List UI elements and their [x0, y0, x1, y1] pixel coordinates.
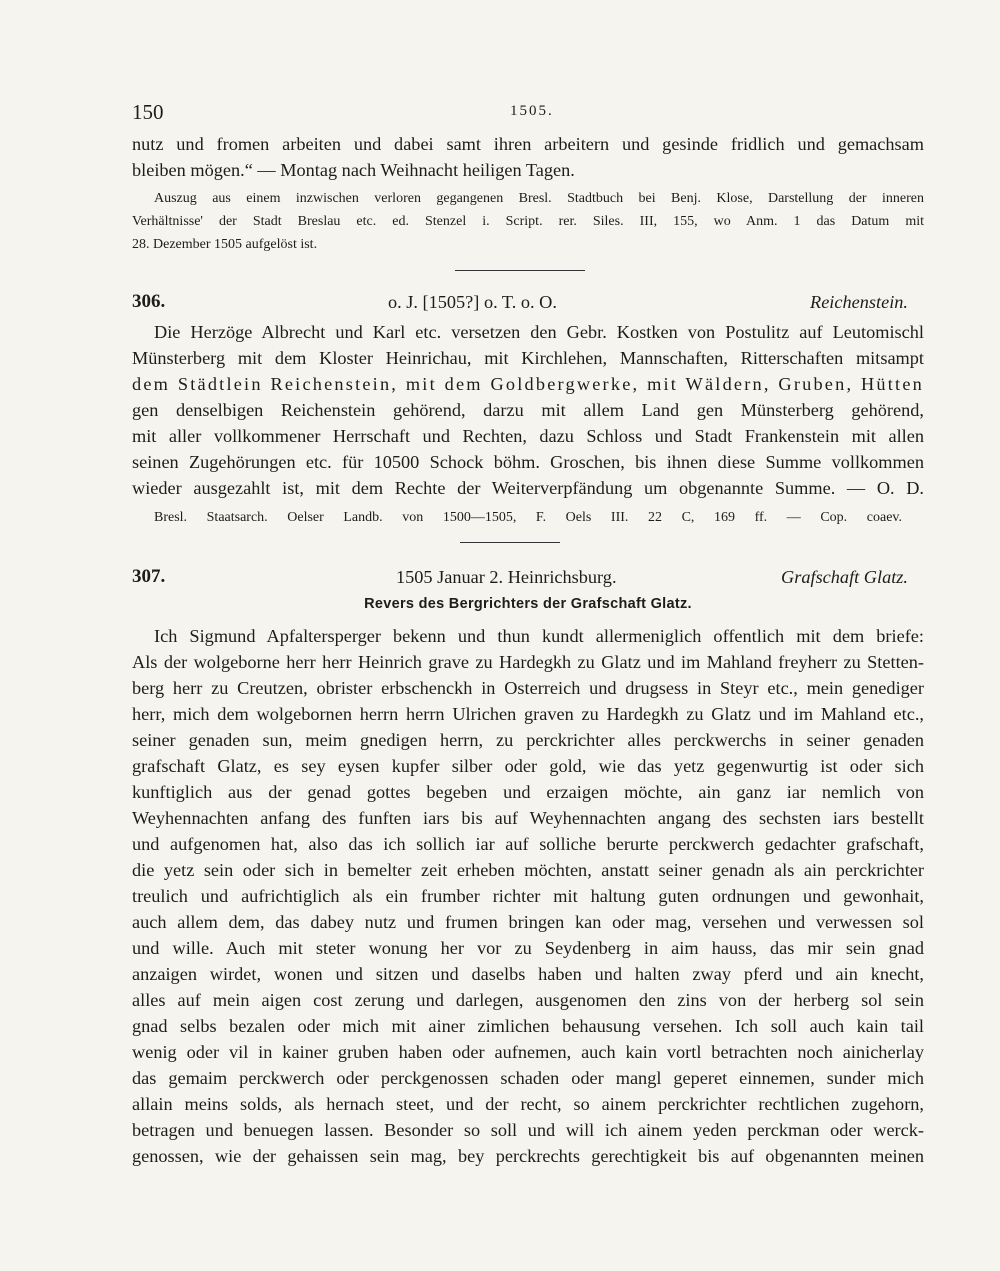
charter-line: kunftiglich aus der genad gottes begeben und erzaigen möchte, ain ganz iar nemlich von [132, 782, 924, 802]
charter-line: allain meins solds, als hernach steet, und der recht, so ainem perckrichter rechtlichen zugehorn, [132, 1094, 924, 1114]
entry-heading-306 [132, 289, 924, 315]
regest-line: wieder ausgezahlt ist, mit dem Rechte der Weiterverpfändung um obgenannte Summe. — O. D. [132, 478, 924, 498]
regest-line: seinen Zugehörungen etc. für 10500 Schock böhm. Groschen, bis ihnen diese Summe vollkommen [132, 452, 924, 472]
charter-line: genossen, wie der gehaissen sein mag, bey perckrechts gerechtigkeit bis auf obgenannten meinen [132, 1146, 924, 1166]
entry-number: 307. [132, 566, 166, 587]
charter-line: auch allem dem, das dabey nutz und frumen bringen kan oder mag, versehen und verwessen sol [132, 912, 924, 932]
page-number: 150 [132, 100, 164, 124]
regest-line: dem Städtlein Reichenstein, mit dem Goldbergwerke, mit Wäldern, Gruben, Hütten [132, 374, 924, 394]
entry-place: Grafschaft Glatz. [781, 567, 908, 587]
charter-line: alles auf mein aigen cost zerung und darlegen, ausgenomen den zins von der herberg sol sein [132, 990, 924, 1010]
running-header [132, 100, 924, 130]
source-line: Bresl. Staatsarch. Oelser Landb. von 1500—1505, F. Oels III. 22 C, 169 ff. — Cop. coaev. [154, 510, 902, 525]
charter-line: und wille. Auch mit steter wonung her vor zu Seydenberg in aim hauss, das mir sein gnad [132, 938, 924, 958]
charter-line: betragen und benuegen lassen. Besonder so soll und will ich ainem yeden perckman oder werck- [132, 1120, 924, 1140]
entry-date: 1505 Januar 2. Heinrichsburg. [396, 567, 617, 587]
charter-line: berg herr zu Creutzen, obrister erbschenckh in Osterreich und drugsess in Steyr etc., mein genediger [132, 678, 924, 698]
entry-date: o. J. [1505?] o. T. o. O. [388, 292, 557, 312]
regest-line: mit aller vollkommener Herrschaft und Rechten, dazu Schloss und Stadt Frankenstein mit allen [132, 426, 924, 446]
charter-line: die yetz sein oder sich in bemelter zeit erheben möchten, anstatt seiner genadn als ain perckrichter [132, 860, 924, 880]
charter-line: und aufgenomen hat, also das ich sollich iar auf solliche berurte perckwerch gedachter grafschaft, [132, 834, 924, 854]
charter-line: gnad selbs bezalen oder mich mit ainer zimlichen behausung versehen. Ich soll auch kain tail [132, 1016, 924, 1036]
section-divider [455, 270, 585, 271]
charter-line: das gemaim perckwerch oder perckgenossen schaden oder mangl geperet einnemen, sunder mich [132, 1068, 924, 1088]
entry-title: Revers des Bergrichters der Grafschaft Glatz. [364, 596, 692, 612]
charter-line: Weyhennachten anfang des funften iars bis auf Weyhennachten angang des sechsten iars bestellt [132, 808, 924, 828]
charter-line: treulich und aufrichtiglich als ein frumber richter mit haltung guten ordnungen und gewonhait, [132, 886, 924, 906]
charter-line: Ich Sigmund Apfaltersperger bekenn und thun kundt allermeniglich offentlich mit dem briefe: [154, 626, 924, 646]
regest-line: Die Herzöge Albrecht und Karl etc. versetzen den Gebr. Kostken von Postulitz auf Leutomischl [154, 322, 924, 342]
charter-line: grafschaft Glatz, es sey eysen kupfer silber oder gold, wie das yetz gegenwurtig ist oder sich [132, 756, 924, 776]
charter-line: seiner genaden sun, meim gnedigen herrn, zu perckrichter alles perckwerchs in seiner genaden [132, 730, 924, 750]
section-divider [460, 542, 560, 543]
entry-place: Reichenstein. [810, 292, 908, 312]
charter-line: herr, mich dem wolgebornen herrn herrn Ulrichen graven zu Hardegkh zu Glatz und im Mahland etc., [132, 704, 924, 724]
regest-line: gen denselbigen Reichenstein gehörend, darzu mit allem Land gen Münsterberg gehörend, [132, 400, 924, 420]
entry-number: 306. [132, 291, 166, 312]
text-line: bleiben mögen.“ — Montag nach Weihnacht heiligen Tagen. [132, 160, 575, 180]
footnote-line: Verhältnisse' der Stadt Breslau etc. ed. Stenzel i. Script. rer. Siles. III, 155, wo Anm. 1 das Datum mit [132, 214, 924, 229]
entry-heading-307 [132, 564, 924, 590]
footnote-line: Auszug aus einem inzwischen verloren gegangenen Bresl. Stadtbuch bei Benj. Klose, Darstellung der inneren [154, 191, 924, 206]
charter-line: anzaigen wirdet, wonen und sitzen und daselbs haben und halten zway pferd und ain knecht, [132, 964, 924, 984]
regest-line: Münsterberg mit dem Kloster Heinrichau, mit Kirchlehen, Mannschaften, Ritterschaften mitsampt [132, 348, 924, 368]
footnote-line: 28. Dezember 1505 aufgelöst ist. [132, 237, 318, 252]
charter-line: Als der wolgeborne herr herr Heinrich grave zu Hardegkh zu Glatz und im Mahland freyherr zu Stetten- [132, 652, 924, 672]
text-line: nutz und fromen arbeiten und dabei samt ihren arbeitern und gesinde fridlich und gemachsam [132, 134, 924, 154]
header-year: 1505. [510, 103, 554, 119]
charter-line: wenig oder vil in kainer gruben haben oder aufnemen, auch kain vortl betrachten noch ainicherlay [132, 1042, 924, 1062]
